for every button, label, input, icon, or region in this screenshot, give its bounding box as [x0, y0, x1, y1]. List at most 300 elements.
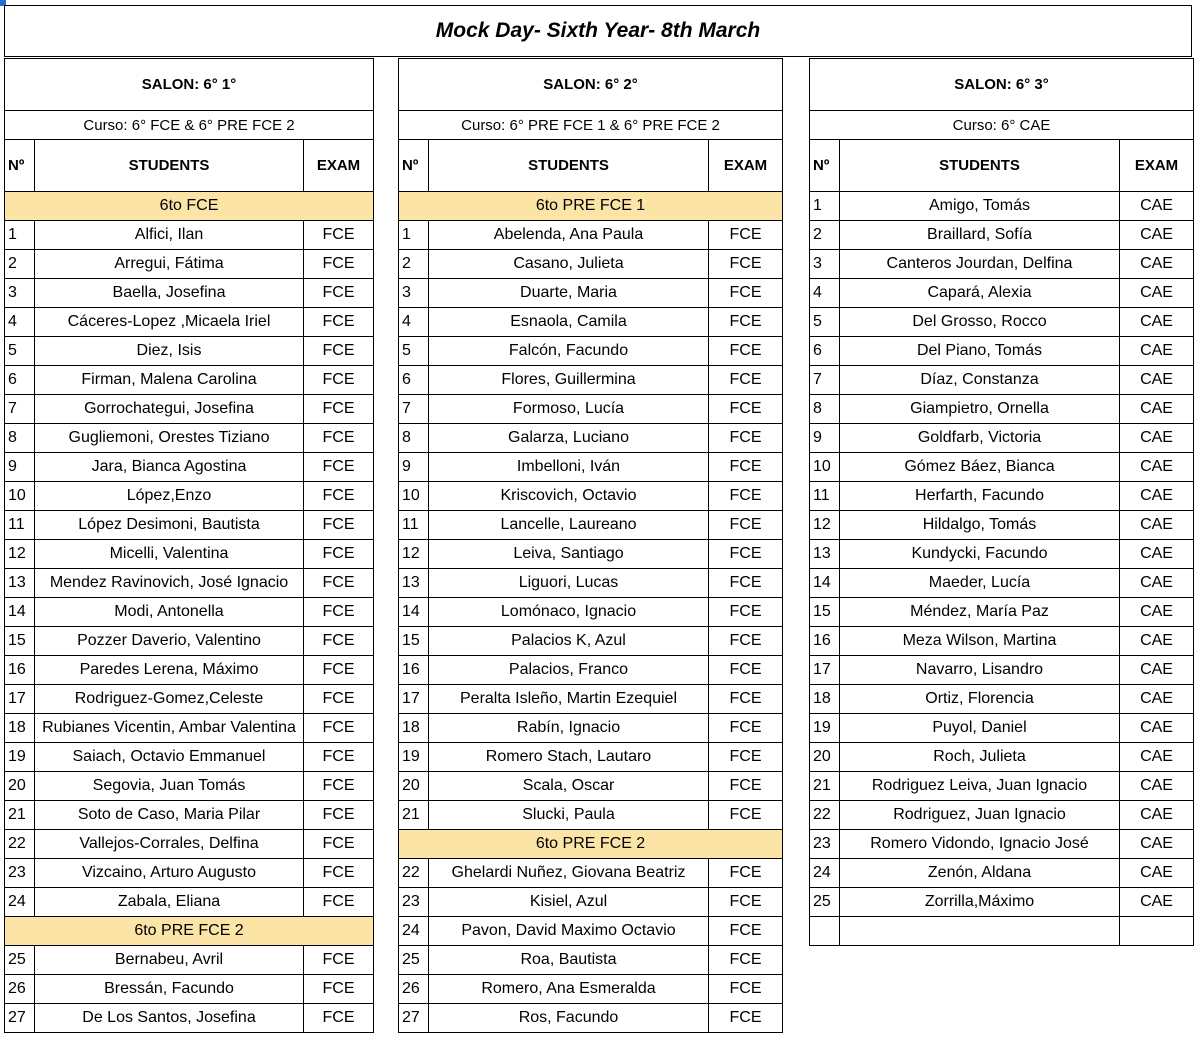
student-name: Romero Stach, Lautaro — [429, 743, 709, 772]
student-exam: CAE — [1120, 569, 1194, 598]
student-exam: FCE — [709, 395, 783, 424]
student-name: Falcón, Facundo — [429, 337, 709, 366]
student-exam: CAE — [1120, 656, 1194, 685]
student-exam: FCE — [709, 1004, 783, 1033]
student-number: 22 — [5, 830, 35, 859]
salon-table-2 — [398, 58, 782, 1033]
student-number — [810, 917, 840, 946]
student-name: Amigo, Tomás — [840, 192, 1120, 221]
column-header-number: Nº — [399, 140, 429, 192]
student-name: Giampietro, Ornella — [840, 395, 1120, 424]
student-number: 6 — [810, 337, 840, 366]
student-exam: FCE — [304, 975, 374, 1004]
student-exam: CAE — [1120, 540, 1194, 569]
table-row — [5, 1004, 374, 1033]
table-row — [5, 685, 374, 714]
student-exam: FCE — [304, 453, 374, 482]
student-exam: CAE — [1120, 395, 1194, 424]
student-number: 9 — [5, 453, 35, 482]
student-exam: FCE — [709, 337, 783, 366]
table-row — [399, 685, 783, 714]
student-name: Navarro, Lisandro — [840, 656, 1120, 685]
table-row — [5, 308, 374, 337]
student-exam: CAE — [1120, 192, 1194, 221]
student-name: Saiach, Octavio Emmanuel — [35, 743, 304, 772]
student-table — [398, 58, 783, 1033]
student-name: Pavon, David Maximo Octavio — [429, 917, 709, 946]
salon-name: SALON: 6° 1° — [5, 59, 374, 111]
student-number: 5 — [399, 337, 429, 366]
student-name: Roa, Bautista — [429, 946, 709, 975]
student-name: Roch, Julieta — [840, 743, 1120, 772]
student-name: Peralta Isleño, Martin Ezequiel — [429, 685, 709, 714]
student-name: Ros, Facundo — [429, 1004, 709, 1033]
table-row — [399, 743, 783, 772]
table-row — [399, 975, 783, 1004]
student-name: Bressán, Facundo — [35, 975, 304, 1004]
student-exam: FCE — [304, 743, 374, 772]
table-row — [399, 569, 783, 598]
student-number: 3 — [810, 250, 840, 279]
table-row — [5, 743, 374, 772]
table-row — [5, 337, 374, 366]
student-number: 4 — [399, 308, 429, 337]
table-row — [399, 337, 783, 366]
student-name: López Desimoni, Bautista — [35, 511, 304, 540]
student-name: Zenón, Aldana — [840, 859, 1120, 888]
table-row — [399, 424, 783, 453]
student-number: 27 — [399, 1004, 429, 1033]
student-name: Goldfarb, Victoria — [840, 424, 1120, 453]
student-exam: FCE — [709, 772, 783, 801]
student-name: Méndez, María Paz — [840, 598, 1120, 627]
student-number: 7 — [810, 366, 840, 395]
student-number: 6 — [5, 366, 35, 395]
student-name: Esnaola, Camila — [429, 308, 709, 337]
student-exam: CAE — [1120, 511, 1194, 540]
curso-label: Curso: 6° CAE — [810, 111, 1194, 140]
student-name: Gugliemoni, Orestes Tiziano — [35, 424, 304, 453]
student-number: 13 — [810, 540, 840, 569]
curso-label: Curso: 6° PRE FCE 1 & 6° PRE FCE 2 — [399, 111, 783, 140]
student-name: Flores, Guillermina — [429, 366, 709, 395]
student-exam — [1120, 917, 1194, 946]
student-exam: CAE — [1120, 598, 1194, 627]
table-row — [810, 279, 1194, 308]
student-name: Soto de Caso, Maria Pilar — [35, 801, 304, 830]
student-number: 25 — [5, 946, 35, 975]
student-number: 20 — [399, 772, 429, 801]
student-name: Del Piano, Tomás — [840, 337, 1120, 366]
student-name: Abelenda, Ana Paula — [429, 221, 709, 250]
student-exam: FCE — [304, 859, 374, 888]
table-row — [5, 569, 374, 598]
table-row — [399, 453, 783, 482]
student-exam: FCE — [304, 540, 374, 569]
student-name: Scala, Oscar — [429, 772, 709, 801]
student-name: Bernabeu, Avril — [35, 946, 304, 975]
student-number: 10 — [5, 482, 35, 511]
student-exam: CAE — [1120, 279, 1194, 308]
student-number: 9 — [810, 424, 840, 453]
student-number: 20 — [5, 772, 35, 801]
student-number: 15 — [399, 627, 429, 656]
student-exam: FCE — [304, 598, 374, 627]
student-number: 18 — [5, 714, 35, 743]
table-row — [399, 888, 783, 917]
student-exam: CAE — [1120, 221, 1194, 250]
student-exam: FCE — [709, 308, 783, 337]
student-name: Meza Wilson, Martina — [840, 627, 1120, 656]
table-row — [399, 482, 783, 511]
student-number: 8 — [810, 395, 840, 424]
student-number: 18 — [810, 685, 840, 714]
table-row — [810, 917, 1194, 946]
student-exam: FCE — [304, 772, 374, 801]
table-row — [810, 511, 1194, 540]
student-number: 6 — [399, 366, 429, 395]
student-exam: FCE — [709, 221, 783, 250]
student-name: Modi, Antonella — [35, 598, 304, 627]
column-header-students: STUDENTS — [429, 140, 709, 192]
student-exam: FCE — [304, 250, 374, 279]
student-number: 17 — [810, 656, 840, 685]
salon-name: SALON: 6° 3° — [810, 59, 1194, 111]
student-number: 2 — [399, 250, 429, 279]
student-number: 11 — [810, 482, 840, 511]
student-number: 27 — [5, 1004, 35, 1033]
student-exam: FCE — [304, 337, 374, 366]
table-row — [399, 395, 783, 424]
student-exam: CAE — [1120, 743, 1194, 772]
student-name: Gómez Báez, Bianca — [840, 453, 1120, 482]
student-exam: FCE — [709, 598, 783, 627]
student-name: Vizcaino, Arturo Augusto — [35, 859, 304, 888]
student-number: 11 — [399, 511, 429, 540]
student-number: 2 — [810, 221, 840, 250]
student-exam: FCE — [709, 917, 783, 946]
group-header: 6to PRE FCE 1 — [399, 192, 783, 221]
student-number: 22 — [399, 859, 429, 888]
student-exam: CAE — [1120, 453, 1194, 482]
student-number: 1 — [5, 221, 35, 250]
student-name: Braillard, Sofía — [840, 221, 1120, 250]
student-name: Capará, Alexia — [840, 279, 1120, 308]
table-row — [5, 859, 374, 888]
student-number: 16 — [5, 656, 35, 685]
student-name: Lomónaco, Ignacio — [429, 598, 709, 627]
column-header-number: Nº — [5, 140, 35, 192]
table-row — [5, 366, 374, 395]
student-exam: FCE — [709, 801, 783, 830]
student-name: Zorrilla,Máximo — [840, 888, 1120, 917]
table-row — [399, 308, 783, 337]
group-header: 6to PRE FCE 2 — [5, 917, 374, 946]
student-number: 3 — [5, 279, 35, 308]
student-name: Ghelardi Nuñez, Giovana Beatriz — [429, 859, 709, 888]
student-exam: CAE — [1120, 250, 1194, 279]
student-name: Lancelle, Laureano — [429, 511, 709, 540]
table-row — [399, 279, 783, 308]
student-exam: FCE — [304, 424, 374, 453]
column-header-students: STUDENTS — [840, 140, 1120, 192]
student-number: 8 — [5, 424, 35, 453]
student-name: Duarte, Maria — [429, 279, 709, 308]
student-name: Palacios, Franco — [429, 656, 709, 685]
student-exam: FCE — [304, 221, 374, 250]
student-name: Segovia, Juan Tomás — [35, 772, 304, 801]
student-name: Paredes Lerena, Máximo — [35, 656, 304, 685]
column-header-exam: EXAM — [1120, 140, 1194, 192]
table-row — [810, 569, 1194, 598]
student-exam: FCE — [709, 424, 783, 453]
student-name: Díaz, Constanza — [840, 366, 1120, 395]
student-exam: FCE — [304, 279, 374, 308]
student-table — [4, 58, 374, 1033]
student-number: 25 — [399, 946, 429, 975]
table-row — [399, 511, 783, 540]
student-number: 10 — [399, 482, 429, 511]
table-row — [810, 221, 1194, 250]
student-name: Palacios K, Azul — [429, 627, 709, 656]
student-number: 13 — [5, 569, 35, 598]
table-row — [810, 627, 1194, 656]
student-name: Diez, Isis — [35, 337, 304, 366]
student-name: Maeder, Lucía — [840, 569, 1120, 598]
student-name: Kisiel, Azul — [429, 888, 709, 917]
student-number: 23 — [399, 888, 429, 917]
student-name: Alfici, Ilan — [35, 221, 304, 250]
student-number: 21 — [810, 772, 840, 801]
student-name: Liguori, Lucas — [429, 569, 709, 598]
student-exam: FCE — [709, 511, 783, 540]
student-name: Formoso, Lucía — [429, 395, 709, 424]
table-row — [399, 540, 783, 569]
student-number: 14 — [810, 569, 840, 598]
student-exam: FCE — [304, 366, 374, 395]
student-number: 20 — [810, 743, 840, 772]
student-number: 10 — [810, 453, 840, 482]
table-row — [810, 830, 1194, 859]
student-number: 22 — [810, 801, 840, 830]
student-number: 8 — [399, 424, 429, 453]
table-row — [5, 801, 374, 830]
student-name: Gorrochategui, Josefina — [35, 395, 304, 424]
student-exam: FCE — [304, 308, 374, 337]
student-number: 12 — [5, 540, 35, 569]
student-exam: FCE — [709, 453, 783, 482]
student-name: Romero, Ana Esmeralda — [429, 975, 709, 1004]
student-exam: FCE — [304, 714, 374, 743]
student-exam: FCE — [709, 250, 783, 279]
table-row — [5, 395, 374, 424]
student-name: Rodriguez Leiva, Juan Ignacio — [840, 772, 1120, 801]
student-exam: CAE — [1120, 714, 1194, 743]
student-exam: CAE — [1120, 685, 1194, 714]
student-exam: FCE — [709, 540, 783, 569]
table-row — [810, 656, 1194, 685]
student-name: López,Enzo — [35, 482, 304, 511]
column-header-exam: EXAM — [304, 140, 374, 192]
student-exam: CAE — [1120, 772, 1194, 801]
student-exam: CAE — [1120, 424, 1194, 453]
student-name: Hildalgo, Tomás — [840, 511, 1120, 540]
student-number: 15 — [810, 598, 840, 627]
student-exam: FCE — [709, 279, 783, 308]
student-number: 11 — [5, 511, 35, 540]
table-row — [5, 627, 374, 656]
table-row — [810, 714, 1194, 743]
student-exam: FCE — [304, 685, 374, 714]
table-row — [810, 801, 1194, 830]
table-row — [5, 424, 374, 453]
table-row — [399, 772, 783, 801]
student-number: 15 — [5, 627, 35, 656]
student-name: De Los Santos, Josefina — [35, 1004, 304, 1033]
student-number: 7 — [399, 395, 429, 424]
student-name: Kundycki, Facundo — [840, 540, 1120, 569]
student-exam: CAE — [1120, 337, 1194, 366]
student-name: Rodriguez-Gomez,Celeste — [35, 685, 304, 714]
table-row — [399, 221, 783, 250]
table-row — [399, 627, 783, 656]
column-header-number: Nº — [810, 140, 840, 192]
student-number: 24 — [5, 888, 35, 917]
student-exam: FCE — [709, 888, 783, 917]
table-row — [810, 598, 1194, 627]
student-exam: FCE — [304, 888, 374, 917]
salon-table-3 — [809, 58, 1193, 946]
student-name: Firman, Malena Carolina — [35, 366, 304, 395]
student-exam: FCE — [304, 482, 374, 511]
student-exam: CAE — [1120, 830, 1194, 859]
student-exam: FCE — [709, 975, 783, 1004]
table-row — [399, 801, 783, 830]
student-exam: CAE — [1120, 888, 1194, 917]
table-row — [399, 598, 783, 627]
student-name: Slucki, Paula — [429, 801, 709, 830]
student-number: 18 — [399, 714, 429, 743]
table-row — [810, 685, 1194, 714]
table-row — [5, 598, 374, 627]
student-exam: FCE — [304, 569, 374, 598]
student-name — [840, 917, 1120, 946]
student-exam: FCE — [304, 946, 374, 975]
student-name: Pozzer Daverio, Valentino — [35, 627, 304, 656]
student-name: Romero Vidondo, Ignacio José — [840, 830, 1120, 859]
table-row — [399, 946, 783, 975]
table-row — [5, 221, 374, 250]
student-exam: FCE — [709, 946, 783, 975]
page-title: Mock Day- Sixth Year- 8th March — [4, 5, 1192, 57]
student-name: Baella, Josefina — [35, 279, 304, 308]
student-exam: CAE — [1120, 366, 1194, 395]
student-name: Puyol, Daniel — [840, 714, 1120, 743]
student-number: 17 — [399, 685, 429, 714]
student-number: 1 — [399, 221, 429, 250]
student-number: 19 — [810, 714, 840, 743]
table-row — [810, 772, 1194, 801]
student-exam: FCE — [304, 801, 374, 830]
table-row — [810, 424, 1194, 453]
group-header: 6to PRE FCE 2 — [399, 830, 783, 859]
table-row — [399, 714, 783, 743]
column-header-students: STUDENTS — [35, 140, 304, 192]
student-name: Zabala, Eliana — [35, 888, 304, 917]
column-header-exam: EXAM — [709, 140, 783, 192]
student-exam: FCE — [709, 685, 783, 714]
table-row — [5, 540, 374, 569]
student-number: 25 — [810, 888, 840, 917]
table-row — [399, 859, 783, 888]
student-name: Kriscovich, Octavio — [429, 482, 709, 511]
table-row — [810, 859, 1194, 888]
student-name: Rabín, Ignacio — [429, 714, 709, 743]
table-row — [5, 453, 374, 482]
table-row — [810, 482, 1194, 511]
table-row — [5, 279, 374, 308]
student-number: 4 — [5, 308, 35, 337]
table-row — [810, 337, 1194, 366]
table-row — [5, 511, 374, 540]
student-name: Canteros Jourdan, Delfina — [840, 250, 1120, 279]
student-number: 17 — [5, 685, 35, 714]
table-row — [399, 366, 783, 395]
student-name: Herfarth, Facundo — [840, 482, 1120, 511]
student-number: 21 — [5, 801, 35, 830]
student-name: Vallejos-Corrales, Delfina — [35, 830, 304, 859]
table-row — [810, 888, 1194, 917]
student-number: 2 — [5, 250, 35, 279]
student-number: 14 — [399, 598, 429, 627]
student-exam: FCE — [709, 627, 783, 656]
student-number: 5 — [810, 308, 840, 337]
student-exam: FCE — [709, 482, 783, 511]
table-row — [810, 250, 1194, 279]
group-header: 6to FCE — [5, 192, 374, 221]
student-name: Ortiz, Florencia — [840, 685, 1120, 714]
student-number: 26 — [399, 975, 429, 1004]
table-row — [810, 308, 1194, 337]
table-row — [810, 192, 1194, 221]
student-name: Rodriguez, Juan Ignacio — [840, 801, 1120, 830]
table-row — [810, 743, 1194, 772]
student-exam: FCE — [304, 627, 374, 656]
student-number: 24 — [810, 859, 840, 888]
student-exam: CAE — [1120, 801, 1194, 830]
student-name: Imbelloni, Iván — [429, 453, 709, 482]
student-name: Mendez Ravinovich, José Ignacio — [35, 569, 304, 598]
table-row — [5, 946, 374, 975]
salon-table-1 — [4, 58, 373, 1033]
student-exam: FCE — [304, 395, 374, 424]
student-name: Leiva, Santiago — [429, 540, 709, 569]
table-row — [5, 975, 374, 1004]
table-row — [5, 830, 374, 859]
table-row — [5, 772, 374, 801]
student-exam: FCE — [304, 511, 374, 540]
student-exam: CAE — [1120, 308, 1194, 337]
student-number: 23 — [5, 859, 35, 888]
student-exam: CAE — [1120, 482, 1194, 511]
table-row — [810, 540, 1194, 569]
table-row — [399, 250, 783, 279]
student-name: Galarza, Luciano — [429, 424, 709, 453]
student-name: Casano, Julieta — [429, 250, 709, 279]
student-number: 7 — [5, 395, 35, 424]
table-row — [5, 714, 374, 743]
student-exam: CAE — [1120, 627, 1194, 656]
